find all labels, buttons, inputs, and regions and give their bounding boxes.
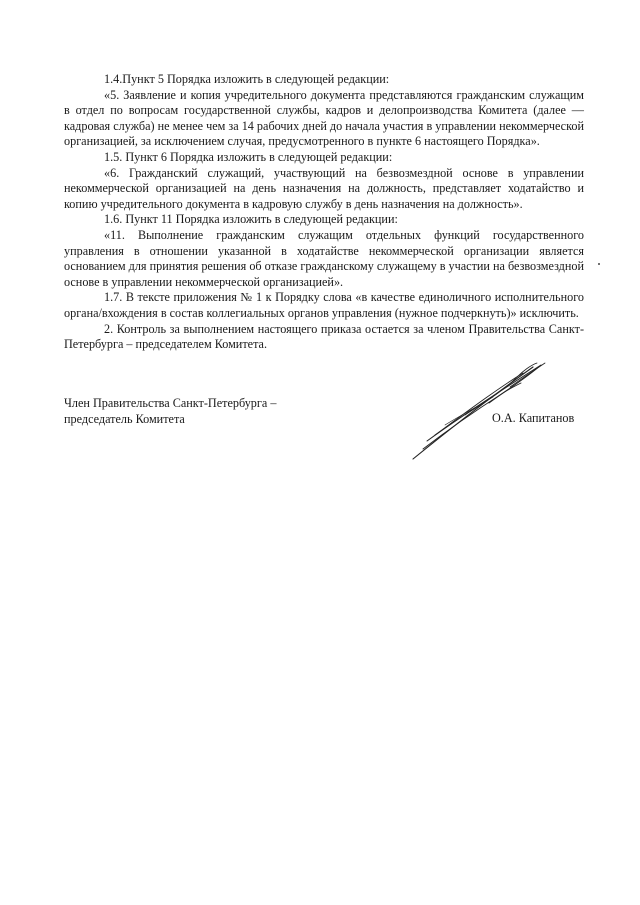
scan-speck <box>598 263 600 265</box>
paragraph-point-6-text: «6. Гражданский служащий, участвующий на безвозмездной основе в управлении некоммерческой организацией на день назначения на должность, представляет ходатайство и копию учредительного документа в кадровую службу в день назначения на должность». <box>64 165 584 211</box>
handwritten-signature <box>405 355 555 465</box>
paragraph-1-4: 1.4.Пункт 5 Порядка изложить в следующей редакции: <box>104 72 390 86</box>
paragraph-point-5-text: «5. Заявление и копия учредительного документа представляются гражданским служащим в отдел по вопросам государственной службы, кадров и делопроизводства Комитета (далее — кадровая служба) не менее чем за 14 рабочих дней до начала участия в управлении некоммерческой организацией, за исключением случая, предусмотренного в пункте 6 настоящего Порядка». <box>64 87 584 149</box>
signatory-position-line-1: Член Правительства Санкт-Петербурга – <box>64 396 277 410</box>
paragraph-1-5: 1.5. Пункт 6 Порядка изложить в следующей редакции: <box>104 149 393 164</box>
signatory-position-line-2: председатель Комитета <box>64 411 185 426</box>
document-body <box>64 72 584 353</box>
paragraph-2: 2. Контроль за выполнением настоящего приказа остается за членом Правительства Санкт-Петербурга – председателем Комитета. <box>64 321 584 352</box>
paragraph-1-6: 1.6. Пункт 11 Порядка изложить в следующей редакции: <box>104 212 398 227</box>
signatory-position <box>64 396 364 427</box>
paragraph-1-7: 1.7. В тексте приложения № 1 к Порядку слова «в качестве единоличного исполнительного органа/вхождения в состав коллегиальных органов управления (нужное подчеркнуть)» исключить. <box>64 290 584 320</box>
paragraph-point-11-text: «11. Выполнение гражданским служащим отдельных функций государственного управления в отношении указанной в ходатайстве некоммерческой организации является основанием для принятия решения об отказе гражданскому служащему в участии на безвозмездной основе в управлении некоммерческой организацией». <box>64 227 584 289</box>
signatory-name: О.А. Капитанов <box>492 411 575 425</box>
